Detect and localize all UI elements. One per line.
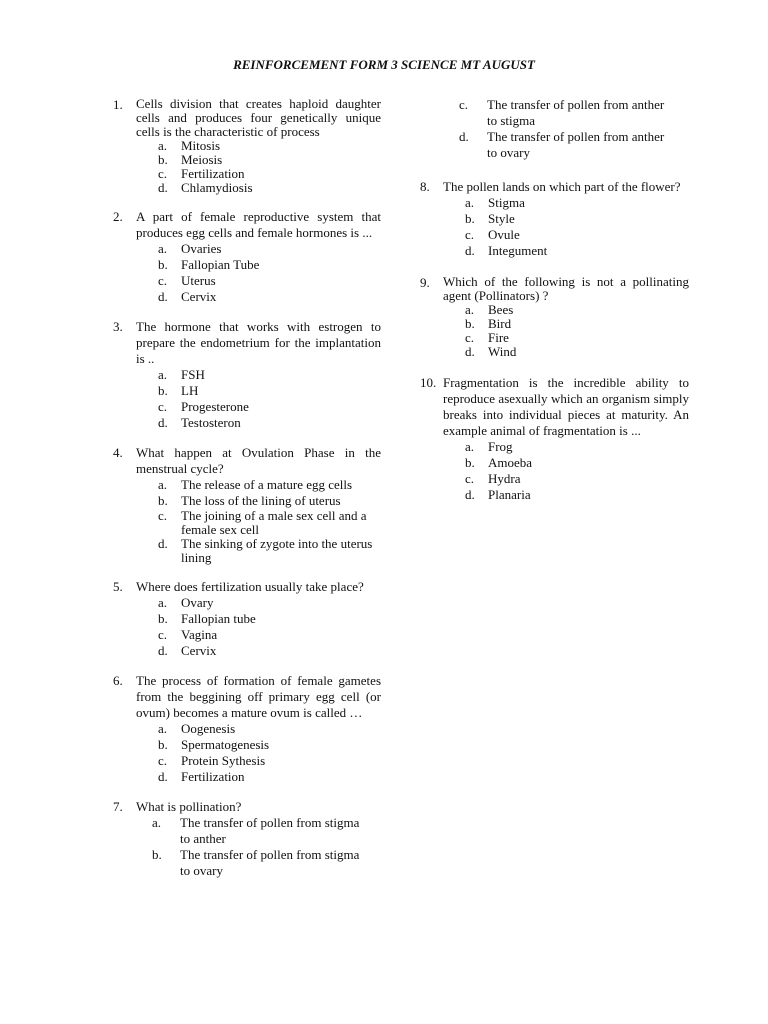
question-4 xyxy=(113,445,381,565)
option-b: b. LH xyxy=(158,383,199,398)
option-b: b. The transfer of pollen from stigma to ovary xyxy=(152,847,360,878)
option-c: c. The transfer of pollen from anther to stigma xyxy=(459,97,665,128)
option-a: a. The transfer of pollen from stigma to anther xyxy=(152,815,360,846)
question-number: 10. xyxy=(420,375,437,390)
question-8 xyxy=(420,179,689,259)
option-d: d. Wind xyxy=(465,344,517,359)
option-b: b. Amoeba xyxy=(465,455,533,470)
question-stem: What is pollination? xyxy=(136,799,242,814)
option-d: d. The sinking of zygote into the uterus lining xyxy=(158,536,373,565)
option-c: c. Hydra xyxy=(465,471,521,486)
option-c: c. Ovule xyxy=(465,227,520,242)
question-stem: Cells division that creates haploid daughter cells and produces four genetically unique cells is the characteristic of process xyxy=(136,96,381,139)
question-7-continued xyxy=(420,97,689,161)
option-c: c. Protein Sythesis xyxy=(158,753,266,768)
option-d: d. Fertilization xyxy=(158,769,245,784)
option-c: c. The joining of a male sex cell and a female sex cell xyxy=(158,508,367,537)
option-b: b. Fallopian Tube xyxy=(158,257,260,272)
question-1 xyxy=(113,97,381,195)
option-c: c. Uterus xyxy=(158,273,216,288)
option-a: a. Stigma xyxy=(465,195,525,210)
option-d: d. Chlamydiosis xyxy=(158,180,253,195)
question-stem: Fragmentation is the incredible ability to reproduce asexually which an organism simply breaks into individual pieces at maturity. An example animal of fragmentation is ... xyxy=(443,375,689,438)
question-3 xyxy=(113,319,381,431)
option-a: a. The release of a mature egg cells xyxy=(158,477,353,492)
option-a: a. FSH xyxy=(158,367,205,382)
question-stem: What happen at Ovulation Phase in the menstrual cycle? xyxy=(136,445,381,476)
option-d: d. Integument xyxy=(465,243,548,258)
option-b: b. Meiosis xyxy=(158,152,223,167)
question-6 xyxy=(113,673,381,785)
option-c: c. Fire xyxy=(465,330,509,345)
option-a: a. Frog xyxy=(465,439,513,454)
question-5 xyxy=(113,579,381,659)
option-d: d. Testosteron xyxy=(158,415,241,430)
option-a: a. Bees xyxy=(465,302,514,317)
option-c: c. Fertilization xyxy=(158,166,245,181)
question-number: 9. xyxy=(420,275,430,290)
option-b: b. Spermatogenesis xyxy=(158,737,270,752)
question-number: 5. xyxy=(113,579,123,594)
document-title: REINFORCEMENT FORM 3 SCIENCE MT AUGUST xyxy=(233,57,535,72)
option-a: a. Oogenesis xyxy=(158,721,236,736)
question-7 xyxy=(113,799,381,879)
question-stem: Where does fertilization usually take place? xyxy=(136,579,364,594)
option-d: d. Cervix xyxy=(158,289,217,304)
question-2 xyxy=(113,209,381,305)
option-c: c. Progesterone xyxy=(158,399,249,414)
option-d: d. Cervix xyxy=(158,643,217,658)
question-9 xyxy=(420,275,689,359)
option-b: b. Style xyxy=(465,211,515,226)
option-d: d. The transfer of pollen from anther to ovary xyxy=(459,129,665,160)
option-d: d. Planaria xyxy=(465,487,531,502)
question-number: 3. xyxy=(113,319,123,334)
option-a: a. Mitosis xyxy=(158,138,221,153)
question-number: 6. xyxy=(113,673,123,688)
right-column xyxy=(420,97,689,517)
question-stem: The process of formation of female gametes from the beggining off primary egg cell (or ovum) becomes a mature ovum is called … xyxy=(136,673,381,720)
option-b: b. Bird xyxy=(465,316,512,331)
question-stem: The pollen lands on which part of the flower? xyxy=(443,179,681,194)
question-stem: A part of female reproductive system that produces egg cells and female hormones is ... xyxy=(136,209,381,240)
left-column xyxy=(113,97,381,893)
question-stem: Which of the following is not a pollinating agent (Pollinators) ? xyxy=(443,274,689,303)
option-b: b. Fallopian tube xyxy=(158,611,256,626)
question-10 xyxy=(420,375,689,503)
question-number: 2. xyxy=(113,209,123,224)
question-number: 7. xyxy=(113,799,123,814)
option-c: c. Vagina xyxy=(158,627,218,642)
question-number: 8. xyxy=(420,179,430,194)
option-a: a. Ovaries xyxy=(158,241,222,256)
option-b: b. The loss of the lining of uterus xyxy=(158,493,341,508)
question-number: 4. xyxy=(113,445,123,460)
question-number: 1. xyxy=(113,97,123,112)
question-stem: The hormone that works with estrogen to prepare the endometrium for the implantation is .. xyxy=(136,319,381,366)
option-a: a. Ovary xyxy=(158,595,214,610)
